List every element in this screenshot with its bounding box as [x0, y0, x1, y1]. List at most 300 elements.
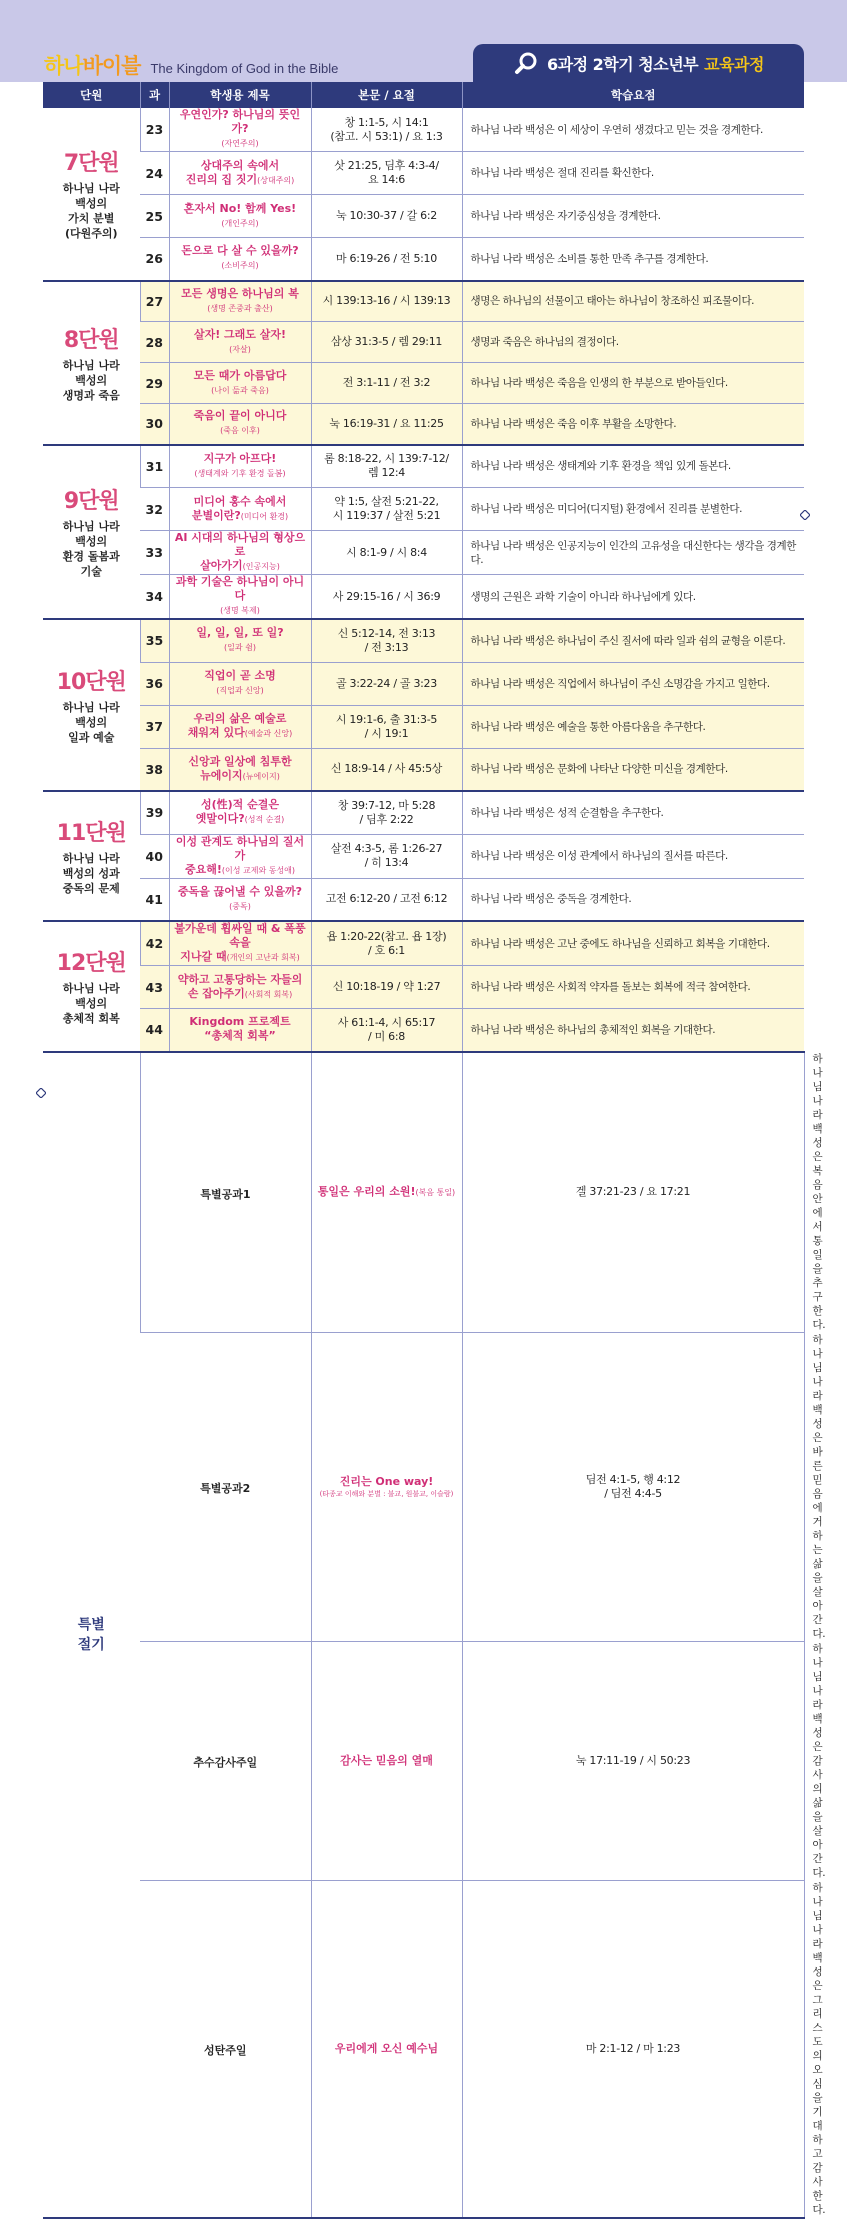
lesson-topic: (성적 순결) [244, 815, 285, 825]
verse-text-line2: / 딤후 2:22 [359, 812, 414, 826]
table-row [43, 363, 804, 404]
unit-number-suffix: 단원 [78, 489, 119, 515]
special-verse: 겔 37:21-23 / 요 17:21 [575, 1185, 691, 1198]
lesson-title-line2 [173, 423, 308, 438]
unit-number [46, 946, 137, 977]
col-header-unit: 단원 [43, 82, 140, 108]
verse-cell [311, 878, 462, 921]
lesson-title-line2-text: “총체적 회복” [204, 1029, 276, 1043]
lesson-number-cell [140, 108, 169, 152]
lesson-title-cell [169, 363, 311, 404]
special-title [315, 1754, 459, 1768]
lesson-title-line2 [173, 136, 308, 151]
verse-cell [311, 662, 462, 705]
lesson-number-cell [140, 662, 169, 705]
learning-goal-cell [462, 152, 804, 195]
table-row [43, 404, 804, 445]
verse-cell [311, 152, 462, 195]
table-row [43, 878, 804, 921]
special-title [315, 2042, 459, 2056]
lesson-title-line2 [173, 342, 308, 357]
lesson-number: 28 [145, 334, 163, 350]
search-icon [513, 50, 539, 76]
unit-number-suffix: 단원 [85, 670, 126, 695]
learning-goal: 하나님 나라 백성은 인공지능이 인간의 고유성을 대신한다는 생각을 경계한다. [470, 539, 797, 566]
learning-goal-cell [462, 281, 804, 322]
lesson-title-cell [169, 878, 311, 921]
lesson-title: 우리의 삶은 예술로 [193, 712, 287, 725]
unit-description-line: 하나님 나라 [62, 701, 120, 714]
lesson-title-cell [169, 921, 311, 966]
unit-description-line: 하나님 나라 [62, 358, 120, 372]
lesson-topic: (소비주의) [221, 261, 259, 271]
lesson-title-line2 [173, 987, 308, 1002]
lesson-number-cell [140, 575, 169, 620]
lesson-title-line2 [173, 683, 308, 698]
special-unit-label-2: 절기 [77, 1636, 105, 1653]
unit-description-line: 백성의 [75, 197, 108, 211]
verse-cell [311, 575, 462, 620]
unit-description-line: 생명과 죽음 [62, 388, 120, 402]
table-row [43, 834, 804, 878]
verse-text-line2: / 미 6:8 [368, 1029, 405, 1043]
lesson-number-cell [140, 1009, 169, 1052]
verse-text-line2: / 호 6:1 [368, 943, 405, 957]
lesson-title: 약하고 고통당하는 자들의 [177, 972, 303, 986]
unit-number-suffix: 단원 [85, 951, 126, 977]
learning-goal-cell [462, 619, 804, 662]
special-title-cell [311, 1332, 462, 1641]
learning-goal-cell [462, 575, 804, 620]
lesson-title-line2 [173, 812, 308, 827]
lesson-number: 40 [145, 848, 163, 864]
lesson-number-cell [140, 791, 169, 834]
verse-cell [311, 238, 462, 281]
lesson-title-line2 [173, 509, 308, 524]
unit-number-suffix: 단원 [78, 151, 119, 177]
special-name-cell [140, 1880, 311, 2218]
verse-cell [311, 619, 462, 662]
special-title-cell [311, 1052, 462, 1333]
lesson-number: 41 [145, 891, 163, 907]
table-row-special [43, 1880, 804, 2218]
verse-text: 마 6:19-26 / 전 5:10 [336, 251, 437, 265]
verse-cell [311, 322, 462, 363]
learning-goal: 하나님 나라 백성은 절대 진리를 확신한다. [470, 167, 654, 179]
unit-description-line: 중독의 문제 [62, 882, 120, 895]
learning-goal: 생명과 죽음은 하나님의 결정이다. [470, 336, 619, 348]
lesson-title-cell [169, 445, 311, 488]
lesson-title: 죽음이 끝이 아니다 [193, 409, 287, 423]
brand-logo [44, 50, 140, 80]
special-title-text: 우리에게 오신 예수님 [334, 2041, 439, 2055]
lesson-title: 신앙과 일상에 침투한 [188, 754, 292, 768]
lesson-title-line2 [173, 173, 308, 188]
lesson-title-cell [169, 662, 311, 705]
lesson-title-line2 [173, 216, 308, 231]
special-name: 성탄주일 [203, 2044, 247, 2057]
lesson-number-cell [140, 531, 169, 575]
learning-goal-cell [462, 921, 804, 966]
learning-goal-cell [462, 662, 804, 705]
lesson-title-cell [169, 238, 311, 281]
lesson-title-line2 [173, 769, 308, 784]
course-title-tab [473, 44, 804, 82]
unit-description [46, 981, 137, 1026]
verse-text: 눅 10:30-37 / 갈 6:2 [336, 209, 437, 222]
lesson-title: 지구가 아프다! [203, 451, 277, 465]
unit-description [46, 358, 137, 403]
lesson-number: 42 [145, 936, 164, 951]
verse-text: 시 19:1-6, 출 31:3-5 [335, 712, 438, 726]
unit-cell [43, 445, 140, 620]
verse-cell [311, 791, 462, 834]
special-title-cell [311, 1641, 462, 1880]
lesson-title-cell [169, 404, 311, 445]
table-row [43, 619, 804, 662]
learning-goal: 하나님 나라 백성은 성적 순결함을 추구한다. [470, 806, 664, 819]
lesson-title-cell [169, 791, 311, 834]
learning-goal: 하나님 나라 백성은 소비를 통한 만족 추구를 경계한다. [470, 252, 709, 265]
verse-cell [311, 108, 462, 152]
lesson-number-cell [140, 966, 169, 1009]
verse-text: 사 29:15-16 / 시 36:9 [332, 589, 441, 603]
special-goal: 하나님 나라 백성은 그리스도의 오심을 기대하고 감사한다. [812, 1881, 826, 2216]
curriculum-table [43, 82, 826, 2219]
brand-logo-part2: 바이블 [82, 54, 141, 78]
unit-cell [43, 921, 140, 1052]
col-header-goal: 학습요점 [462, 82, 804, 108]
lesson-title-line2 [173, 383, 308, 398]
lesson-title-cell [169, 834, 311, 878]
learning-goal: 하나님 나라 백성은 생태계와 기후 환경을 책임 있게 돌본다. [470, 460, 731, 473]
table-row [43, 108, 804, 152]
learning-goal: 하나님 나라 백성은 미디어(디지털) 환경에서 진리를 분별한다. [470, 503, 743, 515]
unit-number-value: 8 [63, 327, 79, 353]
lesson-title: 살자! 그래도 살자! [193, 327, 287, 341]
table-row [43, 488, 804, 531]
lesson-title-cell [169, 966, 311, 1009]
unit-description-line: 일과 예술 [68, 731, 115, 744]
special-name: 특별공과1 [200, 1187, 251, 1201]
learning-goal: 하나님 나라 백성은 사회적 약자를 돌보는 회복에 적극 참여한다. [470, 981, 751, 993]
special-unit-label-1: 특별 [77, 1616, 105, 1633]
brand-logo-part1: 하나 [44, 54, 83, 78]
lesson-topic: (일과 쉼) [224, 643, 256, 653]
verse-text: 삿 21:25, 딤후 4:3-4/ [334, 159, 439, 172]
verse-text: 사 61:1-4, 시 65:17 [337, 1015, 436, 1029]
verse-cell [311, 531, 462, 575]
lesson-topic: (개인주의) [221, 218, 259, 228]
col-header-lesson: 과 [140, 82, 169, 108]
special-title [315, 1185, 459, 1200]
unit-description-line: 백성의 [75, 997, 108, 1011]
lesson-title: 우연인가? 하나님의 뜻인가? [179, 108, 301, 135]
unit-cell [43, 108, 140, 281]
lesson-number: 35 [145, 633, 164, 649]
learning-goal-cell [462, 878, 804, 921]
verse-text: 전 3:1-11 / 전 3:2 [342, 376, 431, 389]
special-name-cell [140, 1052, 311, 1333]
lesson-title-line2-text: 지나갈 때 [180, 950, 227, 963]
unit-number-value: 7 [63, 151, 79, 177]
verse-text: 골 3:22-24 / 골 3:23 [336, 676, 437, 690]
lesson-number: 34 [145, 589, 163, 604]
lesson-title: 상대주의 속에서 [200, 158, 280, 172]
unit-description-line: 하나님 나라 [62, 520, 120, 534]
unit-number-value: 12 [56, 951, 86, 977]
table-row [43, 195, 804, 238]
verse-text: 약 1:5, 살전 5:21-22, [334, 495, 439, 508]
verse-cell [311, 404, 462, 445]
lesson-title-line2 [173, 950, 308, 965]
unit-description-line: 총체적 회복 [62, 1012, 120, 1026]
lesson-topic: (이성 교제와 동성애) [221, 865, 296, 875]
special-name-cell [140, 1641, 311, 1880]
brand-subtitle: The Kingdom of God in the Bible [150, 61, 339, 76]
verse-text-line2: 렘 12:4 [367, 466, 406, 480]
special-goal: 하나님 나라 백성은 바른 믿음에 거하는 삶을 살아간다. [812, 1333, 826, 1640]
learning-goal: 하나님 나라 백성은 문화에 나타난 다양한 미신을 경계한다. [470, 763, 728, 776]
verse-cell [311, 445, 462, 488]
special-verse-cell [462, 1880, 804, 2218]
special-title-text: 감사는 믿음의 열매 [340, 1753, 433, 1767]
special-goal: 하나님 나라 백성은 복음 안에서 통일을 추구한다. [812, 1052, 826, 1331]
verse-text-line2: 요 14:6 [367, 173, 406, 186]
learning-goal: 하나님 나라 백성은 하나님의 총체적인 회복을 기대한다. [470, 1023, 716, 1036]
learning-goal-cell [462, 531, 804, 575]
verse-text-line2: / 히 13:4 [364, 856, 409, 869]
lesson-topic: (인공지능) [242, 562, 280, 571]
lesson-title: 혼자서 No! 함께 Yes! [183, 201, 297, 215]
table-row-special [43, 1641, 804, 1880]
lesson-title-line2-text: 진리의 집 짓기 [185, 172, 258, 186]
table-row [43, 445, 804, 488]
special-verse: 마 2:1-12 / 마 1:23 [585, 2041, 681, 2055]
unit-description [46, 700, 137, 745]
lesson-title-line2-text: 중요해! [184, 862, 222, 876]
table-row [43, 322, 804, 363]
lesson-topic: (중독) [229, 901, 251, 911]
unit-description-line: 백성의 [75, 535, 108, 549]
lesson-title-cell [169, 575, 311, 620]
verse-text: 신 10:18-19 / 약 1:27 [332, 980, 441, 993]
verse-cell [311, 195, 462, 238]
lesson-number: 31 [145, 458, 164, 474]
lesson-title-line2 [173, 258, 308, 273]
table-row [43, 791, 804, 834]
lesson-number: 29 [145, 375, 163, 391]
lesson-title-line2-text: 손 잡아주기 [187, 986, 245, 1000]
special-title-text: 통일은 우리의 소원! [317, 1184, 416, 1198]
learning-goal: 하나님 나라 백성은 예술을 통한 아름다움을 추구한다. [470, 720, 706, 733]
verse-text: 창 39:7-12, 마 5:28 [337, 798, 436, 812]
learning-goal: 하나님 나라 백성은 중독을 경계한다. [470, 893, 632, 906]
verse-text: 창 1:1-5, 시 14:1 [344, 115, 429, 129]
learning-goal-cell [462, 834, 804, 878]
lesson-title-cell [169, 281, 311, 322]
unit-number-value: 11 [56, 821, 86, 846]
lesson-number-cell [140, 748, 169, 791]
lesson-title-line2 [173, 1029, 308, 1044]
lesson-title: 일, 일, 일, 또 일? [196, 626, 284, 640]
verse-text-line2: / 전 3:13 [364, 640, 409, 654]
lesson-title-line2-text: 분별이란? [191, 508, 241, 522]
col-header-verse: 본문 / 요절 [311, 82, 462, 108]
col-header-title: 학생용 제목 [169, 82, 311, 108]
lesson-title: Kingdom 프로젝트 [189, 1015, 291, 1029]
lesson-number-cell [140, 152, 169, 195]
special-verse-cell [462, 1052, 804, 1333]
unit-description-line: 백성의 [75, 373, 108, 387]
special-name: 추수감사주일 [193, 1756, 258, 1769]
lesson-number-cell [140, 195, 169, 238]
learning-goal-cell [462, 195, 804, 238]
special-title [315, 1475, 459, 1489]
lesson-title: 중독을 끊어낼 수 있을까? [177, 884, 303, 898]
unit-number [46, 484, 137, 515]
table-row-special [43, 1332, 804, 1641]
table-row [43, 575, 804, 620]
special-name: 특별공과2 [200, 1482, 251, 1495]
lesson-title-line2-text: 살아가기 [200, 559, 243, 572]
unit-cell [43, 281, 140, 445]
lesson-number: 25 [145, 208, 163, 224]
learning-goal-cell [462, 705, 804, 748]
lesson-number-cell [140, 404, 169, 445]
special-topic: (복음 통일) [415, 1187, 456, 1197]
table-row [43, 966, 804, 1009]
table-row [43, 238, 804, 281]
lesson-topic: (직업과 신앙) [216, 686, 264, 695]
learning-goal: 생명은 하나님의 선물이고 태아는 하나님이 창조하신 피조물이다. [470, 295, 755, 308]
lesson-number-cell [140, 322, 169, 363]
lesson-number-cell [140, 445, 169, 488]
learning-goal: 하나님 나라 백성은 죽음을 인생의 한 부분으로 받아들인다. [470, 377, 728, 389]
unit-number-value: 10 [56, 670, 86, 695]
lesson-title-line2 [173, 301, 308, 316]
learning-goal: 하나님 나라 백성은 이성 관계에서 하나님의 질서를 따른다. [470, 850, 728, 862]
brand [44, 50, 338, 78]
verse-cell [311, 281, 462, 322]
unit-description-line: 하나님 나라 [62, 852, 120, 865]
lesson-title-line2-text: 채워져 있다 [187, 726, 245, 739]
lesson-title-line2 [173, 603, 308, 618]
special-goal: 하나님 나라 백성은 감사의 삶을 살아간다. [812, 1642, 826, 1879]
lesson-topic: (생명 복제) [220, 606, 260, 615]
unit-number [46, 323, 137, 354]
lesson-topic: (생명 존중과 출산) [207, 303, 273, 313]
learning-goal-cell [462, 404, 804, 445]
lesson-topic: (자연주의) [221, 139, 259, 148]
lesson-topic: (뉴에이지) [242, 771, 280, 781]
unit-description-line: 백성의 [75, 716, 108, 729]
lesson-title-line2 [173, 899, 308, 914]
learning-goal-cell [462, 488, 804, 531]
verse-cell [311, 363, 462, 404]
lesson-number-cell [140, 488, 169, 531]
learning-goal-cell [462, 1009, 804, 1052]
lesson-topic: (사회적 회복) [244, 989, 293, 999]
learning-goal-cell [462, 445, 804, 488]
lesson-topic: (생태계와 기후 환경 돌봄) [194, 468, 286, 478]
lesson-topic: (죽음 이후) [220, 426, 260, 436]
lesson-title-cell [169, 531, 311, 575]
lesson-title-cell [169, 195, 311, 238]
lesson-title: 모든 생명은 하나님의 복 [181, 286, 299, 300]
lesson-number: 43 [145, 979, 163, 995]
lesson-title-cell [169, 619, 311, 662]
lesson-title-line2 [173, 466, 308, 481]
lesson-title: 과학 기술은 하나님이 아니다 [175, 575, 305, 602]
verse-text: 눅 16:19-31 / 요 11:25 [329, 416, 444, 430]
verse-text-line2: 시 119:37 / 살전 5:21 [332, 509, 441, 522]
learning-goal: 생명의 근원은 과학 기술이 아니라 하나님에게 있다. [470, 590, 696, 603]
unit-description-line: (다원주의) [64, 227, 118, 241]
lesson-topic: (예술과 신앙) [244, 729, 293, 738]
lesson-title: 이성 관계도 하나님의 질서가 [175, 834, 305, 862]
special-title-cell [311, 1880, 462, 2218]
lesson-title-line2-text: 옛말이다? [195, 812, 245, 826]
lesson-topic: (상대주의) [257, 175, 295, 185]
lesson-topic: (개인의 고난과 회복) [226, 953, 300, 962]
lesson-title-line2 [173, 863, 308, 878]
lesson-number: 33 [145, 545, 163, 560]
lesson-number-cell [140, 238, 169, 281]
verse-cell [311, 705, 462, 748]
verse-text: 시 8:1-9 / 시 8:4 [346, 545, 427, 559]
table-row [43, 281, 804, 322]
verse-cell [311, 966, 462, 1009]
lesson-title-line2 [173, 640, 308, 655]
lesson-title: 모든 때가 아름답다 [193, 368, 287, 382]
lesson-title-cell [169, 705, 311, 748]
lesson-number: 37 [145, 719, 163, 734]
unit-description [46, 181, 137, 241]
table-row [43, 1009, 804, 1052]
table-row [43, 921, 804, 966]
verse-cell [311, 488, 462, 531]
lesson-title-cell [169, 322, 311, 363]
table-row [43, 152, 804, 195]
lesson-topic: (자살) [229, 344, 251, 354]
verse-text: 시 139:13-16 / 시 139:13 [322, 294, 451, 308]
learning-goal: 하나님 나라 백성은 죽음 이후 부활을 소망한다. [470, 417, 677, 430]
lesson-number-cell [140, 878, 169, 921]
course-highlight: 교육과정 [704, 54, 764, 74]
special-name-cell [140, 1332, 311, 1641]
unit-number [46, 665, 137, 696]
unit-number-suffix: 단원 [78, 327, 119, 353]
special-verse: 딤전 4:1-5, 행 4:12 [585, 1472, 681, 1486]
special-topic: (타종교 이해와 분별 : 불교, 원불교, 이슬람) [319, 1489, 454, 1498]
lesson-number: 38 [145, 761, 163, 777]
unit-description-line: 하나님 나라 [62, 982, 120, 996]
lesson-number: 24 [145, 165, 163, 181]
table-row-special [43, 1052, 804, 1333]
unit-description [46, 519, 137, 579]
verse-text: 신 5:12-14, 전 3:13 [337, 626, 436, 640]
lesson-number: 32 [145, 501, 163, 517]
unit-number [46, 146, 137, 177]
lesson-number: 44 [145, 1022, 163, 1038]
lesson-number-cell [140, 834, 169, 878]
unit-description-line: 환경 돌봄과 [62, 550, 120, 564]
lesson-number-cell [140, 363, 169, 404]
table-row [43, 748, 804, 791]
lesson-title: 불가운데 휩싸일 때 & 폭풍 속을 [174, 922, 306, 949]
special-verse-line2: / 딤전 4:4-5 [604, 1486, 662, 1500]
